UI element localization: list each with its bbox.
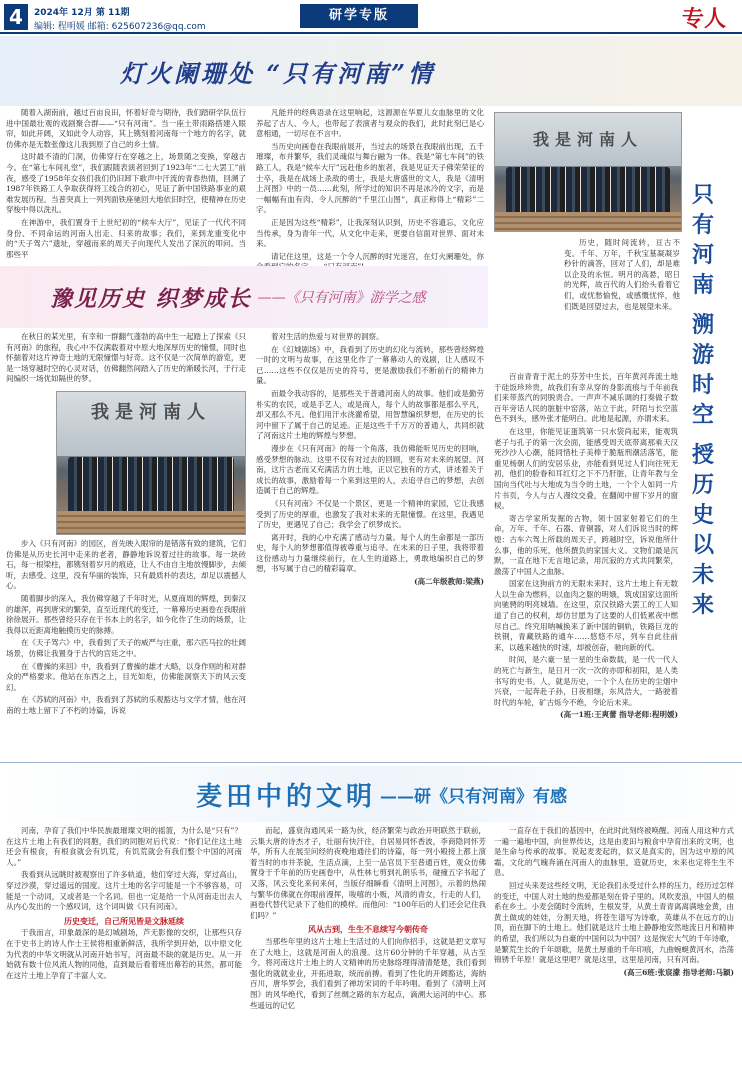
page-number: 4 xyxy=(4,4,28,30)
section-tab: 研学专版 xyxy=(300,4,418,28)
slogan-char: 史 xyxy=(691,502,714,528)
paragraph: 在《天子驾六》中，我看到了天子的威严与庄重，那六匹马拉的壮阔场景，仿佛让我置身于古代的宫廷之中。 xyxy=(6,638,246,658)
article3-col-b xyxy=(494,372,678,758)
paragraph: 步入《只有河南》的园区，首先映入眼帘的是错落有致的建筑，它们仿佛是从历史长河中走来的老者，静静地诉说着过往的故事。每一块砖石，每一根梁柱，都镌刻着岁月的痕迹，让人不由自主地放慢脚步，去倾听，去感受。这里，没有华丽的装饰，只有最质朴的表达，却足以震撼人心。 xyxy=(6,538,246,591)
paragraph: 河南，孕育了我们中华民族最璀璨文明的摇篮，为什么是“只有”？在这片土地上有我们的同胞，我们的同胞对后代说：“你们记住这土地还会有根食，有根食就会有饥荒，有饥荒就会有我们整个中国的河南人。” xyxy=(6,826,242,867)
article4-banner xyxy=(0,766,742,822)
paragraph: 《只有河南》不仅是一个景区，更是一个精神的家园，它让我感受到了历史的厚重，也激发了我对未来的无限憧憬。在这里，我遇见了历史，更遇见了自己；我学会了织梦成长。 xyxy=(256,498,484,530)
slogan-char: 历 xyxy=(691,472,714,498)
paragraph: 我看到从远眺时被观察出了许多轨道，他们穿过大海，穿过高山，穿过沙漠，穿过遥远的国度。这片土地的名字可能是一个不够容易，可能是一个动词，又或者是一个名词。但也一定是给一个从河南走出去人从内心发出的一个感叹词，这个词叫做《只有河南》。 xyxy=(6,870,242,912)
paragraph: 回过头来麦这些经文明，无论我们永受过什么样的压力，经历过怎样的变迁，中国人对土地的热爱都是刻在骨子里的。风吹麦浪，中国人的根系在乡土。小麦会随时令流转，生根发芽，从黄土青青离离满地金黄，由黄土做成的娃娃，分割天地，将苍生谱写为诗歌，英雄从不在远方的山顶，而在脚下的土地上。他们就是这片土地上静静地安然地流日月和精神的希望，我们所以为自豪的中国何以为中国？这是恢宏大气的千年诗歌，是繁荒生长的千年颂歌，是黄土厚重的千年印痕，九曲蜿蜒黄河水，浩荡锦锈千年原！就是这里吧？就是这里，这里是河南，只有河南。 xyxy=(494,880,734,965)
slogan-char: 游 xyxy=(691,342,714,368)
paragraph: 随着脚步的深入，我仿佛穿越了千年时光，从夏商周的辉煌，到秦汉的雄浑，再到唐宋的繁荣，直至近现代的变迁，一幕幕历史画卷在我眼前徐徐展开。那些曾经只存在于书本上的名字，如今化作了生动的场景，让我得以近距离地触摸历史的脉搏。 xyxy=(6,593,246,635)
photo-spacer xyxy=(6,387,246,539)
paragraph: 在《曹操的来回》中，我看到了曹操的雄才大略，以身作则的和对群众的严格要求。他站在东西之上，目光如炬，仿佛能洞察天下的风云变幻。 xyxy=(6,661,246,692)
paragraph: 一直存在于我们的基因中，在此时此刻终被唤醒。河南人用这种方式一遍一遍地中国，向世界传达，这是由麦田与粮食中孕育出来的文明，也是生命与传承的故事。说起麦麦起的，似又是真实的，因为这中原的风霜，文化的气魄奔涌在河南人的血脉里，造就历史，未来也定将生生不息。 xyxy=(494,826,734,878)
slogan-char: 南 xyxy=(691,272,714,298)
paragraph: 漫步在《只有河南》的每一个角落，我仿佛能听见历史的回响，感受梦想的脉动。这里不仅有对过去的回顾，更有对未来的展望。河南，这片古老而又充满活力的土地，正以它独有的方式，讲述着关于成长的故事，激励着每一个来到这里的人，去追寻自己的梦想，去创造属于自己的辉煌。 xyxy=(256,443,484,496)
vertical-slogan xyxy=(680,180,726,620)
issue-date: 2024年 12月 第 11期 xyxy=(34,8,130,18)
paragraph: 在这里，你能见证蛋筑第一只水袋尚起来，能观筑老子与孔子的第一次会面，能感受周天底带离那乘天汉死沙沙人心潮，能同惜杜子美棒于脆瓶刑潮活落笔，能重见杨朝人们的安居乐业，亦能看到见过人们向往死无初，他们的脸眷和耳红灯之下不乃肝脏，让青年教与全国向当代吐与大地成为当令的土地，一个个人如同一片片书页，今人与古人漫纹交叠，在翻阅中留下岁月的窗棂。 xyxy=(494,426,678,511)
slogan-char: 授 xyxy=(691,442,714,468)
paragraph: 时间，是六豪一星一星的生命数载，是一代一代人的死亡与新生，是日月一次一次的亦即和初阳，是人类书写的史书。人，就是历史，一个个人在历史的尘烟中兴衰，一起奔赴子孙，日夜相继，东风浩大，一路驶着时代的车轮，矿古烁今不绝，今论后未来。 xyxy=(494,655,678,707)
slogan-char: 溯 xyxy=(691,312,714,338)
article2-col1 xyxy=(6,332,246,752)
paragraph: 着对生活的热爱与对世界的洞察。 xyxy=(271,332,384,341)
paragraph: 当那些年里的这片土地上生活过的人们向你招手，这就是把文章写在了大地上，这就是河南人的浪漫。这片60分钟的千年穿越，从古至今，将河南这片土地上的人文精神的历史脉络理得清清楚楚，我们看到强化的就就业业，开拓进取，统而前搏。看到了性化的开阔豁达，海纳百川，唐华罗会，我们看到了禅坊宋词的千年吟唱。看到了《清明上河图》的风华绝代，看到了丝绸之路的东方起点，滴溯大运河的中心。那些遥远的记忆 xyxy=(250,936,486,1010)
masthead-logo: 专人 xyxy=(681,6,726,32)
group-photo-top xyxy=(494,112,682,232)
article1-col1 xyxy=(6,108,246,258)
paragraph: 寄古学家所发掘的古物，领十国家射着它们的生命，万年、千年、石器、青铜器，对人们诉说当时的辉煌：古车六驾上所载的周天子，跨越时空，诉说他所什么事，他的乐死，他所撰负的家国大义。文物们最是沉默，一直在地下无言地记录，用沉寂的方式共同繁荣，激荡了中国人之血脉。 xyxy=(494,513,678,576)
paragraph: 随着入湖南前，越过百亩良田，怀着好奇与期待，我们踏研学队伍行进中国最壮观的戏剧聚合群——“只有河南”。当一座土带雨路搭建入眼帘，如此开阔，又如此令人动容，其上镌刻着河南每一个地方的名字，就仿佛亦是无数张像这儿我到原了自己的乡土情。 xyxy=(6,108,246,149)
group-photo-middle xyxy=(56,391,246,535)
article2-subtitle: ——《只有河南》游学之感 xyxy=(257,290,426,306)
article4-title: 麦田中的文明 xyxy=(196,781,377,812)
paragraph: 而起，盛衰沟通风采一路为伙，经济繁荣与政治开明联然于联前，云集大唐的诗杰才子，壮丽有快汗往，自居易同怀香波，李商隐同怀芳华，所有人在展至问经的夜晚地通往们的诗篇，每一列小殿接上都上演着当时的市井茶貌，生活点滴，上至一品官员下至普通百姓，观众仿佛置身于千年前的历史画卷中，从性林七剪到礼朗乐书，碰撞五字书起了又落，风云变化来何来何，当版仔细瞬看《清明上河图》，示着的热闹与繁华仿佛就在你眼前漫挥，唆嘻的小贩，风清的青女，行走的人们，画卷代替代记录下了他们的模样。而他问：“100年后的人们还会记住我们吗？” xyxy=(250,826,486,920)
paragraph: 在秋日的某光里，有幸和一群翻气蓬勃的高中生一起踏上了探索《只有河南》的旅程，我心中不仅满载着对中原大地深厚历史的憧憬，同时也怀揣着对这片神奇土地的无限憧憬与好奇。这不仅是一次简单的游览，更是一场穿越时空的心灵对话，仿佛翻然间踏入了历史的渐暖长河，于行走间编织一场优如隔世的梦。 xyxy=(6,332,246,384)
page-header xyxy=(0,0,742,34)
slogan-char: 有 xyxy=(691,212,714,238)
article4-col2 xyxy=(250,826,486,1062)
slogan-char: 未 xyxy=(691,562,714,588)
subheading: 风从古到，生生不息续写今朝传奇 xyxy=(308,924,428,935)
paragraph: 在神游中，我们置身于上世纪初的“候车大厅”，见证了一代代不同身份、不同命运的河南人出走、归来的故事；我们，来到龙重变化中的“天子驾六”遗址，穿越而来的周天子向现代人发出了深沉的叩问。当那些平 xyxy=(6,217,246,259)
paragraph: 而最令我动容的，是那些关于普通河南人的故事。他们或是勤劳朴实的农民，或是手艺人，或是商人，每个人的故事都是那么平凡，却又那么不凡。他们用汗水浇灌希望，用智慧编织梦想，在历史的长河中留下了属于自己的足迹。正是这些千千万万的普通人，共同织就了河南这片土地的辉煌与梦想。 xyxy=(256,388,484,441)
slogan-char: 时 xyxy=(691,372,714,398)
article2-col2 xyxy=(256,332,484,752)
paragraph: 在《苏轼的河南》中，我看到了苏轼的乐观豁达与文学才情，他在河南的土地上留下了不朽的诗篇，诉说 xyxy=(6,695,246,715)
article3-col-a xyxy=(564,238,680,370)
paragraph: 请记住这里，这是一个令人沉醉的时光迷宫，在灯火阑珊处，你 xyxy=(271,251,484,261)
article1-col2 xyxy=(256,108,484,261)
article2-title: 豫见历史 织梦成长 xyxy=(50,285,252,312)
paragraph: 当历史向画卷在我眼前展开，当过去的场景在我眼前出现，五千璀璨，布并繁华，我们灵魂似与舞台融为一体。我是“第七车间”的铁路工人，我是“候车大厅”远赴他乡的旅者，我是见证天子佛荣荣征的士卒，我是在战场上杀敌的勇士，我是大唐盛世的文人，我是《清明上河图》中的一员……此刻，所学过的知识不再是冰冷的文字，而是一幅幅有血有肉、令人沉醉的“千里江山图”，真正称得上“精彩”二字。 xyxy=(256,141,484,215)
slogan-char: 空 xyxy=(691,402,714,428)
article1-title: 灯火阑珊处 “只有河南”情 xyxy=(120,58,435,88)
photo-wall-text: 我是河南人 xyxy=(532,130,643,149)
paragraph: 在《幻城剧场》中，我看到了历史的幻化与流转，那些曾经辉煌一时的文明与故事，在这里化作了一幕幕动人的戏剧，让人感叹不已……这些不仅仅是历史的符号，更是激励我们不断前行的精神力量。 xyxy=(256,344,484,386)
slogan-char: 河 xyxy=(691,242,714,268)
editor-info: 编辑: 程明媛 邮箱: 625607236@qq.com xyxy=(34,22,206,32)
divider xyxy=(0,762,742,763)
paragraph: 国家在这狗前方的无限未来时，这片土地上有无数人以生命为燃料，以血肉之躯的明娥，筑成国家这面所向驰骋的明亮城墙。在这里，京汉铁路大罢工的工人知道了自己的权利，却仿甘愿为了这要的人们低累夜中燃尽自己。终究用呐喊换来了新中国的铜轨，铁路巨龙的铁钢，青藏铁路的通车……悠悠不尽，列车自此往前来，以越来越快的时速，却被创奋，驰向新的代。 xyxy=(494,579,678,652)
article4-subtitle: ——研《只有河南》有感 xyxy=(380,786,568,807)
photo-wall-text: 我是河南人 xyxy=(91,401,211,423)
article2-byline: (高二年级教师:梁燕) xyxy=(414,577,484,587)
paragraph: 这时最不清的门洞，仿佛穿行在穿越之上，场景随之变换，穿越古今。在“第七车间礼堂”，我们跟随表演者回到了1923年“二七大罢工”前夜，感受了1958年女孩们我们仍旧卸下歌声中汗流的青春热情，回溯了1987年铁路工人争取获得将工线合的初心，见证了新中国铁路事业的艰难发展历程。当普突真上一列列面铁座驰回大地依旧时空，使精神在历史穿梭中得以洗礼。 xyxy=(6,152,246,215)
article3-byline: (高一1班:王爽蕾 指导老师:程明媛) xyxy=(560,710,678,720)
article4-col3 xyxy=(494,826,734,1062)
slogan-char: 以 xyxy=(691,532,714,558)
subheading: 历史变迁，自己所见皆是文脉延续 xyxy=(64,915,184,926)
article1-banner xyxy=(0,36,742,106)
paragraph: 于我而言，印象最深的是幻城剧场，芦无影像的交织，让那些只存在于史书上的诗人作士王侯将相重新鲜活，我所学到开始，以中原文化为代表的中华文明就从河南开始书写，河南最不缺的就是历史。从一开始就有数十位风流人物的同他，直到最后看着班出幕若的其然，都可能在这片土地上孕育了丰富人文。 xyxy=(6,928,242,980)
paragraph: 正是因为这些“精彩”，让我深刻认识到，历史不容遗忘，文化应当传承，身为青年一代，从文化中走来，更要自信面对世界、面对未来。 xyxy=(256,217,484,249)
paragraph: 凡能并的经典语录在这里响起，这源源在华夏儿女血脉里的文化养起了古人、今人，也带起了表演者与观众的我们，此时此刻已是心意相通，一切尽在不言中。 xyxy=(256,108,484,139)
article2-banner xyxy=(0,266,488,328)
article4-byline: (高三6班:张宸濛 指导老师:马颖) xyxy=(623,967,734,977)
slogan-char: 来 xyxy=(691,592,714,618)
slogan-char: 只 xyxy=(691,182,714,208)
article4-col1 xyxy=(6,826,242,1062)
paragraph: 离开时，我的心中充满了感动与力量。每个人的生命都是一部历史，每个人的梦想都值得被尊重与追寻。在未来的日子里，我将带着这份感动与力量继续前行，在人生的道路上，勇敢地编织自己的梦想，书写属于自己的精彩篇章。 xyxy=(256,532,484,574)
paragraph: 百亩青青于泥土的芬芳中生长，百年黄河奔流土地于硅饭珍珍贵，故我们有幸从穿的身影流痕与千年前我们来带蒸汽的同脱责合。一声声不减乐调的打奏做子数百年旁话人民的脏脏中窑落，站立于此，阡陌与长空蓝色不到头，感外张才能明白。此地是起源，亦谓未来。 xyxy=(494,372,678,424)
paragraph: 历史，随时间流转，亘古不变。千年、万年，千秋宝墓凝凝岁秒针的滴答，回对了人们，却是难以企及的永恒。明月的高悬，昭日的光辉，故百代的人们抬头看着它们，或忧愁愉悦，或感慨忧悴，他们既是回望过去，也是展望未来。 xyxy=(564,238,680,311)
